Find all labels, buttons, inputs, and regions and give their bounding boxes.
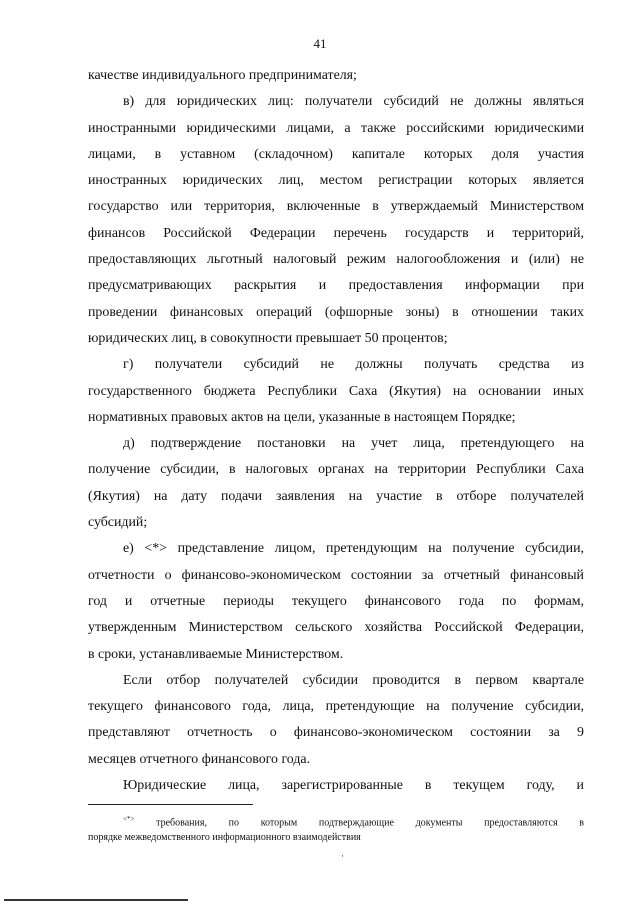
text-line: д) подтверждение постановки на учет лица, претендующего на	[123, 436, 584, 452]
text-line: предусматривающих раскрытия и предоставления информации при	[88, 278, 584, 294]
document-body	[88, 63, 584, 799]
paragraph-item-g	[88, 352, 584, 431]
text-line: иностранными юридическими лицами, а также российскими юридическими	[88, 120, 584, 136]
text-line: проведении финансовых операций (офшорные зоны) в отношении таких	[88, 304, 584, 320]
text-line: г) получатели субсидий не должны получать средства из	[123, 357, 584, 373]
footnote-line: порядке межведомственного информационного взаимодействия	[88, 832, 361, 844]
text-line: утвержденным Министерством сельского хозяйства Российской Федерации,	[88, 620, 584, 636]
paragraph-continuation	[88, 63, 584, 89]
paragraph-first-quarter	[88, 668, 584, 773]
paragraph-item-v	[88, 89, 584, 352]
text-line: финансов Российской Федерации перечень государств и территорий,	[88, 225, 584, 241]
page-number: 41	[313, 36, 327, 51]
text-line: субсидий;	[88, 515, 148, 531]
footnote-line	[88, 812, 584, 830]
text-line: нормативных правовых актов на цели, указанные в настоящем Порядке;	[88, 409, 516, 425]
text-line: представляют отчетность о финансово-экономическом состоянии за 9	[88, 725, 584, 741]
text-line: Если отбор получателей субсидии проводится в первом квартале	[123, 672, 584, 688]
scan-edge-line	[4, 899, 188, 901]
footnote-separator	[88, 804, 253, 805]
text-line: предоставляющих льготный налоговый режим налогообложения и (или) не	[88, 252, 584, 268]
footnote-marker: <*>	[123, 815, 135, 823]
paragraph-item-d	[88, 431, 584, 536]
scan-speck: ·	[341, 851, 344, 861]
text-line: получение субсидии, в налоговых органах на территории Республики Саха	[88, 462, 584, 478]
text-line: (Якутия) на дату подачи заявления на участие в отборе получателей	[88, 488, 584, 504]
text-line: месяцев отчетного финансового года.	[88, 751, 311, 767]
text-line: текущего финансового года, лица, претендующие на получение субсидии,	[88, 699, 584, 715]
text-line: иностранных юридических лиц, местом регистрации которых является	[88, 173, 584, 189]
text-line: качестве индивидуального предпринимателя;	[88, 68, 357, 83]
text-line: государственного бюджета Республики Саха (Якутия) на основании иных	[88, 383, 584, 399]
footnote-text: требования, по которым подтверждающие документы предоставляются в	[156, 817, 585, 829]
text-line: в сроки, устанавливаемые Министерством.	[88, 646, 344, 662]
footnote	[88, 812, 584, 845]
paragraph-legal-entities	[88, 773, 584, 799]
text-line: отчетности о финансово-экономическом состоянии за отчетный финансовый	[88, 567, 584, 583]
text-line: е) <*> представление лицом, претендующим на получение субсидии,	[123, 541, 584, 557]
text-line: лицами, в уставном (складочном) капитале которых доля участия	[88, 146, 584, 162]
text-line: Юридические лица, зарегистрированные в текущем году, и	[123, 778, 584, 794]
text-line: год и отчетные периоды текущего финансового года по формам,	[88, 593, 584, 609]
paragraph-item-e	[88, 536, 584, 667]
text-line: государство или территория, включенные в утверждаемый Министерством	[88, 199, 584, 215]
text-line: юридических лиц, в совокупности превышает 50 процентов;	[88, 330, 448, 346]
text-line: в) для юридических лиц: получатели субсидий не должны являться	[123, 94, 584, 110]
